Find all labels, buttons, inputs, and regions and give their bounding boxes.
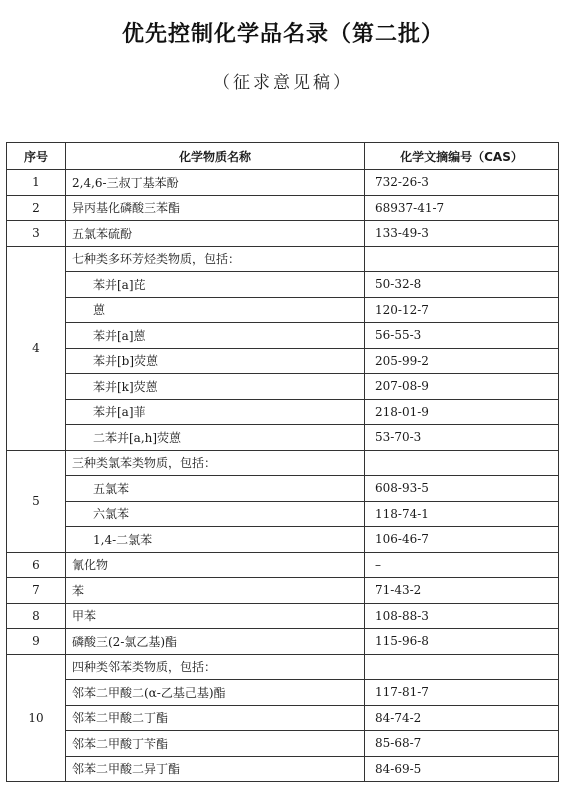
cell-seq: 6 [7, 552, 66, 578]
table-row [7, 501, 559, 527]
table-row [7, 323, 559, 349]
table-row [7, 629, 559, 655]
table-row [7, 272, 559, 298]
cell-chemical-name: 1,4-二氯苯 [66, 527, 365, 553]
cell-cas-number: 71-43-2 [365, 578, 559, 604]
table-row [7, 221, 559, 247]
cell-chemical-name: 2,4,6-三叔丁基苯酚 [66, 170, 365, 196]
table-row [7, 246, 559, 272]
cell-cas-number: 117-81-7 [365, 680, 559, 706]
cell-cas-number: 85-68-7 [365, 731, 559, 757]
table-row [7, 348, 559, 374]
cell-cas-number: 56-55-3 [365, 323, 559, 349]
cell-chemical-name: 苯并[a]芘 [66, 272, 365, 298]
cell-cas-number [365, 450, 559, 476]
table-row [7, 195, 559, 221]
cell-seq: 5 [7, 450, 66, 552]
table-row [7, 399, 559, 425]
cell-chemical-name: 邻苯二甲酸二丁酯 [66, 705, 365, 731]
cell-chemical-name: 苯并[a]菲 [66, 399, 365, 425]
cell-chemical-name: 五氯苯硫酚 [66, 221, 365, 247]
cell-cas-number: 207-08-9 [365, 374, 559, 400]
table-row [7, 654, 559, 680]
cell-chemical-name: 邻苯二甲酸二(α-乙基己基)酯 [66, 680, 365, 706]
table-row [7, 756, 559, 782]
cell-cas-number: 53-70-3 [365, 425, 559, 451]
cell-cas-number: 84-74-2 [365, 705, 559, 731]
cell-seq: 10 [7, 654, 66, 782]
cell-seq: 1 [7, 170, 66, 196]
cell-chemical-name: 二苯并[a,h]荧蒽 [66, 425, 365, 451]
header-seq: 序号 [7, 143, 66, 170]
table-row [7, 603, 559, 629]
table-row [7, 170, 559, 196]
table-row [7, 552, 559, 578]
cell-chemical-name: 六氯苯 [66, 501, 365, 527]
cell-chemical-name: 苯并[a]蒽 [66, 323, 365, 349]
table-row [7, 527, 559, 553]
table-row [7, 450, 559, 476]
cell-cas-number: 120-12-7 [365, 297, 559, 323]
cell-chemical-name: 苯 [66, 578, 365, 604]
cell-cas-number: 68937-41-7 [365, 195, 559, 221]
cell-chemical-name: 邻苯二甲酸丁苄酯 [66, 731, 365, 757]
cell-chemical-name: 四种类邻苯类物质，包括： [66, 654, 365, 680]
cell-seq: 4 [7, 246, 66, 450]
header-name: 化学物质名称 [66, 143, 365, 170]
table-row [7, 680, 559, 706]
cell-chemical-name: 氰化物 [66, 552, 365, 578]
document-title: 优先控制化学品名录（第二批） [121, 22, 444, 47]
cell-chemical-name: 甲苯 [66, 603, 365, 629]
table-body [7, 170, 559, 782]
cell-chemical-name: 七种类多环芳烃类物质，包括： [66, 246, 365, 272]
table-row [7, 297, 559, 323]
cell-cas-number [365, 654, 559, 680]
table-row [7, 374, 559, 400]
cell-cas-number: – [365, 552, 559, 578]
cell-cas-number: 115-96-8 [365, 629, 559, 655]
cell-cas-number [365, 246, 559, 272]
cell-cas-number: 205-99-2 [365, 348, 559, 374]
cell-chemical-name: 磷酸三(2-氯乙基)酯 [66, 629, 365, 655]
cell-cas-number: 218-01-9 [365, 399, 559, 425]
cell-cas-number: 106-46-7 [365, 527, 559, 553]
cell-cas-number: 118-74-1 [365, 501, 559, 527]
cell-cas-number: 133-49-3 [365, 221, 559, 247]
cell-seq: 8 [7, 603, 66, 629]
cell-seq: 2 [7, 195, 66, 221]
cell-cas-number: 50-32-8 [365, 272, 559, 298]
cell-seq: 7 [7, 578, 66, 604]
chemical-list-table [6, 142, 559, 782]
cell-chemical-name: 蒽 [66, 297, 365, 323]
cell-chemical-name: 异丙基化磷酸三苯酯 [66, 195, 365, 221]
cell-seq: 9 [7, 629, 66, 655]
document-subtitle: （征求意见稿） [213, 73, 353, 93]
cell-seq: 3 [7, 221, 66, 247]
cell-cas-number: 608-93-5 [365, 476, 559, 502]
cell-chemical-name: 苯并[k]荧蒽 [66, 374, 365, 400]
table-header-row [7, 143, 559, 170]
cell-cas-number: 84-69-5 [365, 756, 559, 782]
table-row [7, 731, 559, 757]
cell-chemical-name: 三种类氯苯类物质，包括： [66, 450, 365, 476]
cell-chemical-name: 苯并[b]荧蒽 [66, 348, 365, 374]
cell-cas-number: 108-88-3 [365, 603, 559, 629]
table-row [7, 425, 559, 451]
table-row [7, 705, 559, 731]
cell-chemical-name: 五氯苯 [66, 476, 365, 502]
cell-cas-number: 732-26-3 [365, 170, 559, 196]
cell-chemical-name: 邻苯二甲酸二异丁酯 [66, 756, 365, 782]
header-cas: 化学文摘编号（CAS） [365, 143, 559, 170]
table-row [7, 476, 559, 502]
table-row [7, 578, 559, 604]
